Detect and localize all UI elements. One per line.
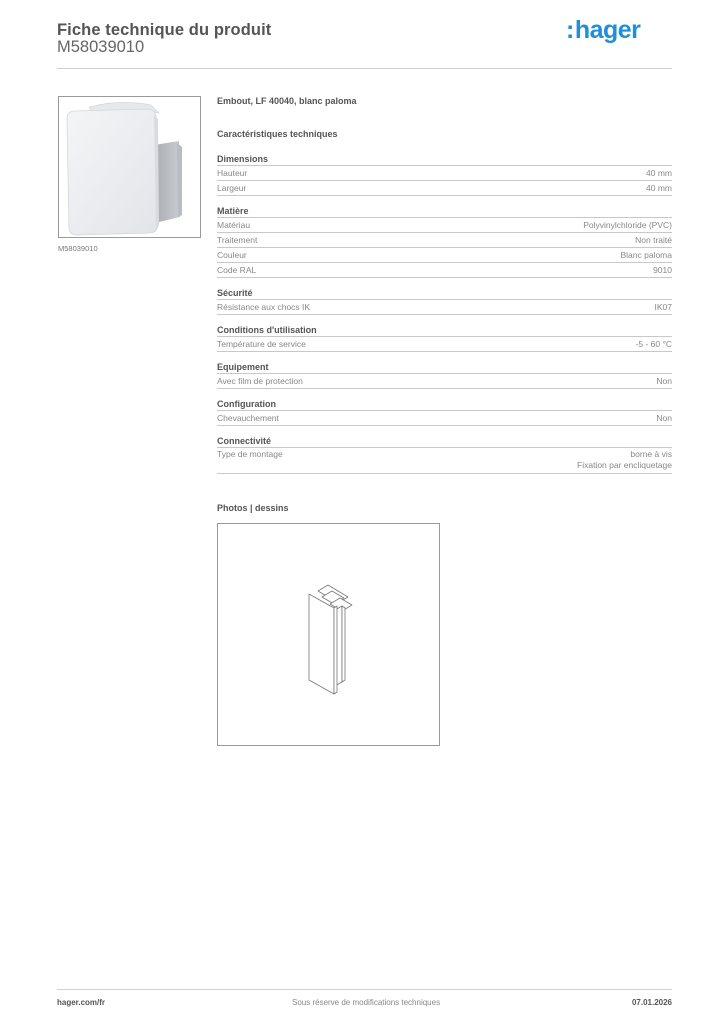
logo-colon: : <box>566 16 574 44</box>
product-photo-caption: M58039010 <box>58 244 98 253</box>
spec-row <box>217 233 672 248</box>
spec-group-configuration <box>217 397 672 426</box>
spec-label: Couleur <box>217 250 247 260</box>
footer-disclaimer: Sous réserve de modifications techniques <box>292 998 441 1007</box>
spec-value: 40 mm <box>646 168 672 178</box>
spec-row <box>217 337 672 352</box>
spec-group-equipment <box>217 360 672 389</box>
spec-label: Avec film de protection <box>217 376 303 386</box>
spec-label: Code RAL <box>217 265 257 275</box>
website-link[interactable]: hager.com/fr <box>57 998 106 1007</box>
spec-row <box>217 263 672 278</box>
spec-value: 9010 <box>653 265 672 275</box>
footer-divider <box>57 989 672 990</box>
spec-label: Traitement <box>217 235 258 245</box>
product-reference: M58039010 <box>57 38 145 56</box>
spec-value-line: Fixation par encliquetage <box>577 460 672 470</box>
spec-value: IK07 <box>654 302 672 312</box>
spec-value: Non <box>656 413 672 423</box>
group-title: Equipement <box>217 360 672 374</box>
spec-label: Hauteur <box>217 168 248 178</box>
spec-group-material <box>217 204 672 278</box>
spec-value <box>577 449 672 471</box>
spec-value: Blanc paloma <box>620 250 672 260</box>
spec-row <box>217 448 672 474</box>
group-title: Matière <box>217 204 672 218</box>
product-title: Embout, LF 40040, blanc paloma <box>217 96 357 106</box>
logo-text: hager <box>574 16 641 44</box>
group-title: Conditions d'utilisation <box>217 323 672 337</box>
spec-group-security <box>217 286 672 315</box>
section-title: Caractéristiques techniques <box>217 129 338 139</box>
spec-row <box>217 300 672 315</box>
group-title: Dimensions <box>217 152 672 166</box>
spec-row <box>217 374 672 389</box>
spec-row <box>217 248 672 263</box>
specifications <box>217 94 672 482</box>
spec-row <box>217 181 672 196</box>
spec-label: Largeur <box>217 183 247 193</box>
spec-value: Polyvinylchloride (PVC) <box>583 220 672 230</box>
spec-group-dimensions <box>217 152 672 196</box>
page-title: Fiche technique du produit <box>57 21 272 39</box>
document-date: 07.01.2026 <box>631 998 672 1007</box>
spec-row <box>217 218 672 233</box>
photos-section-title: Photos | dessins <box>217 503 289 513</box>
group-title: Sécurité <box>217 286 672 300</box>
header-divider <box>57 68 672 69</box>
spec-value: Non <box>656 376 672 386</box>
spec-label: Température de service <box>217 339 306 349</box>
spec-value: -5 - 60 °C <box>635 339 672 349</box>
spec-group-conditions <box>217 323 672 352</box>
spec-row <box>217 166 672 181</box>
spec-label: Matériau <box>217 220 251 230</box>
end-cap-drawing-icon <box>218 524 439 745</box>
technical-drawing <box>217 523 440 746</box>
product-photo <box>58 96 201 238</box>
hager-logo <box>566 16 640 45</box>
spec-value: 40 mm <box>646 183 672 193</box>
spec-group-connectivity <box>217 434 672 474</box>
group-title: Connectivité <box>217 434 672 448</box>
spec-label: Chevauchement <box>217 413 279 423</box>
group-title: Configuration <box>217 397 672 411</box>
spec-value: Non traité <box>635 235 672 245</box>
spec-value-line: borne à vis <box>630 449 672 459</box>
spec-label: Type de montage <box>217 449 283 459</box>
spec-label: Résistance aux chocs IK <box>217 302 311 312</box>
end-cap-photo-icon <box>59 97 201 238</box>
spec-row <box>217 411 672 426</box>
